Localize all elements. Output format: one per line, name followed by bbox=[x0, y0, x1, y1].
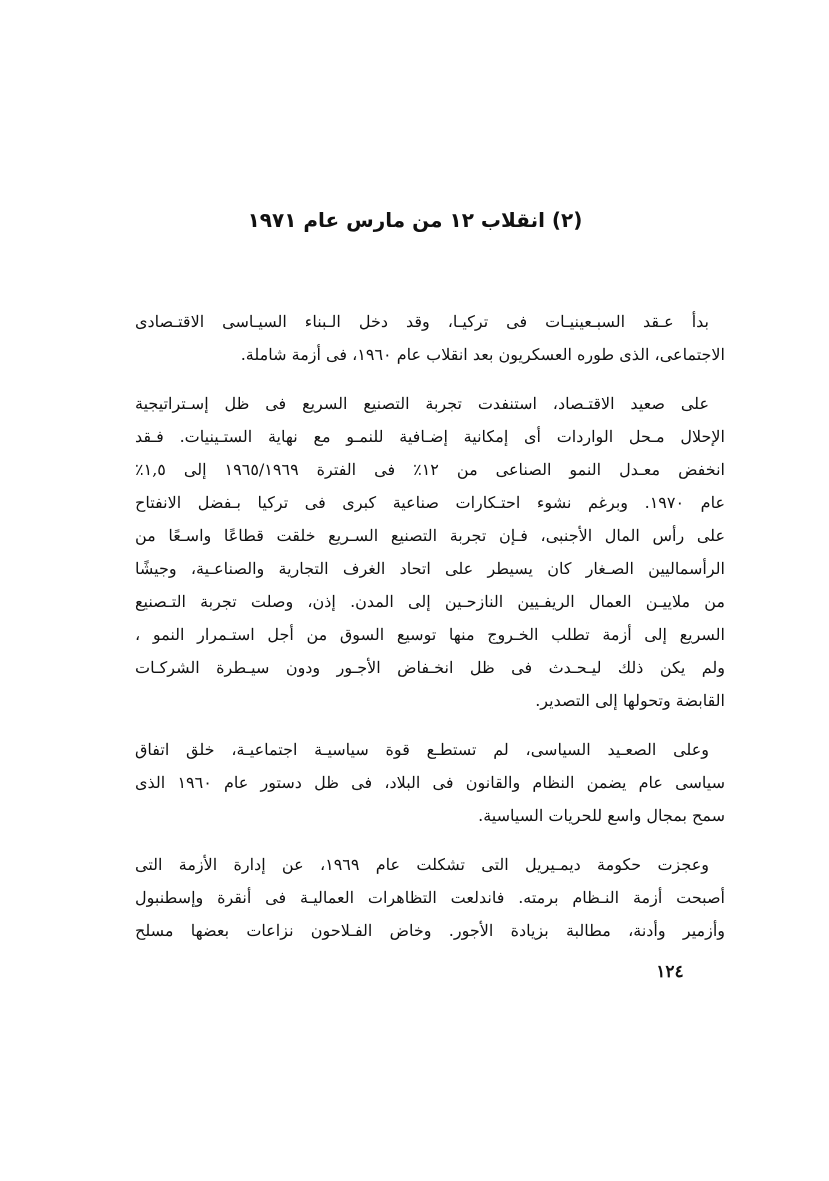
text-line: الاجتماعى، الذى طوره العسكريون بعد انقلاب عام ١٩٦٠، فى أزمة شاملة. bbox=[240, 345, 725, 364]
text-line: عام ١٩٧٠. وبرغم نشوء احتـكارات صناعية كبرى فى تركيا بـفضل الانفتاح bbox=[135, 493, 725, 512]
text-line: سياسى عام يضمن النظام والقانون فى البلاد، فى ظل دستور عام ١٩٦٠ الذى bbox=[135, 773, 725, 792]
paragraph-4 bbox=[135, 848, 725, 947]
text-line: أصبحت أزمة النـظام برمته. فاندلعت التظاهرات العماليـة فى أنقرة وإسطنبول bbox=[135, 888, 725, 907]
text-line: الإحلال مـحل الواردات أى إمكانية إضـافية للنمـو مع نهاية الستـينيات. فـقد bbox=[135, 427, 725, 446]
text-line: سمح بمجال واسع للحريات السياسية. bbox=[478, 806, 725, 825]
paragraph-1 bbox=[135, 305, 725, 371]
chapter-title: (٢) انقلاب ١٢ من مارس عام ١٩٧١ bbox=[247, 208, 583, 232]
paragraph-2 bbox=[135, 387, 725, 717]
text-line: على رأس المال الأجنبى، فـإن تجربة التصنيع السـريع خلقت قطاعًا واسـعًا من bbox=[135, 526, 725, 545]
text-line: من ملاييـن العمال الريفـيين النازحـين إلى المدن. إذن، وصلت تجربة التـصنيع bbox=[135, 592, 725, 611]
page-number: ١٢٤ bbox=[656, 962, 684, 982]
body-text bbox=[135, 305, 725, 963]
text-line: وعلى الصعـيد السياسى، لم تستطـع قوة سياسيـة اجتماعيـة، خلق اتفاق bbox=[135, 740, 709, 759]
text-line: ولم يكن ذلك ليـحـدث فى ظل انخـفاض الأجـور ودون سيـطرة الشركـات bbox=[135, 658, 725, 677]
text-line: وعجزت حكومة ديمـيريل التى تشكلت عام ١٩٦٩، عن إدارة الأزمة التى bbox=[135, 855, 709, 874]
text-line: القابضة وتحولها إلى التصدير. bbox=[535, 691, 725, 710]
paragraph-3 bbox=[135, 733, 725, 832]
text-line: انخفض معـدل النمو الصناعى من ١٢٪ فى الفترة ١٩٦٥/١٩٦٩ إلى ١,٥٪ bbox=[135, 460, 725, 479]
text-line: وأزمير وأدنة، مطالبة بزيادة الأجور. وخاض الفـلاحون نزاعات بعضها مسلح bbox=[135, 921, 725, 940]
text-line: على صعيد الاقتـصاد، استنفدت تجربة التصنيع السريع فى ظل إسـتراتيجية bbox=[135, 394, 709, 413]
text-line: السريع إلى أزمة تطلب الخـروج منها توسيع السوق من أجل استـمرار النمو ، bbox=[135, 625, 725, 644]
text-line: الرأسماليين الصـغار كان يسيطر على اتحاد الغرف التجارية والصناعـية، وجيشًا bbox=[135, 559, 725, 578]
text-line: بدأ عـقد السبـعينيـات فى تركيـا، وقد دخل الـبناء السيـاسى الاقتـصادى bbox=[135, 312, 709, 331]
